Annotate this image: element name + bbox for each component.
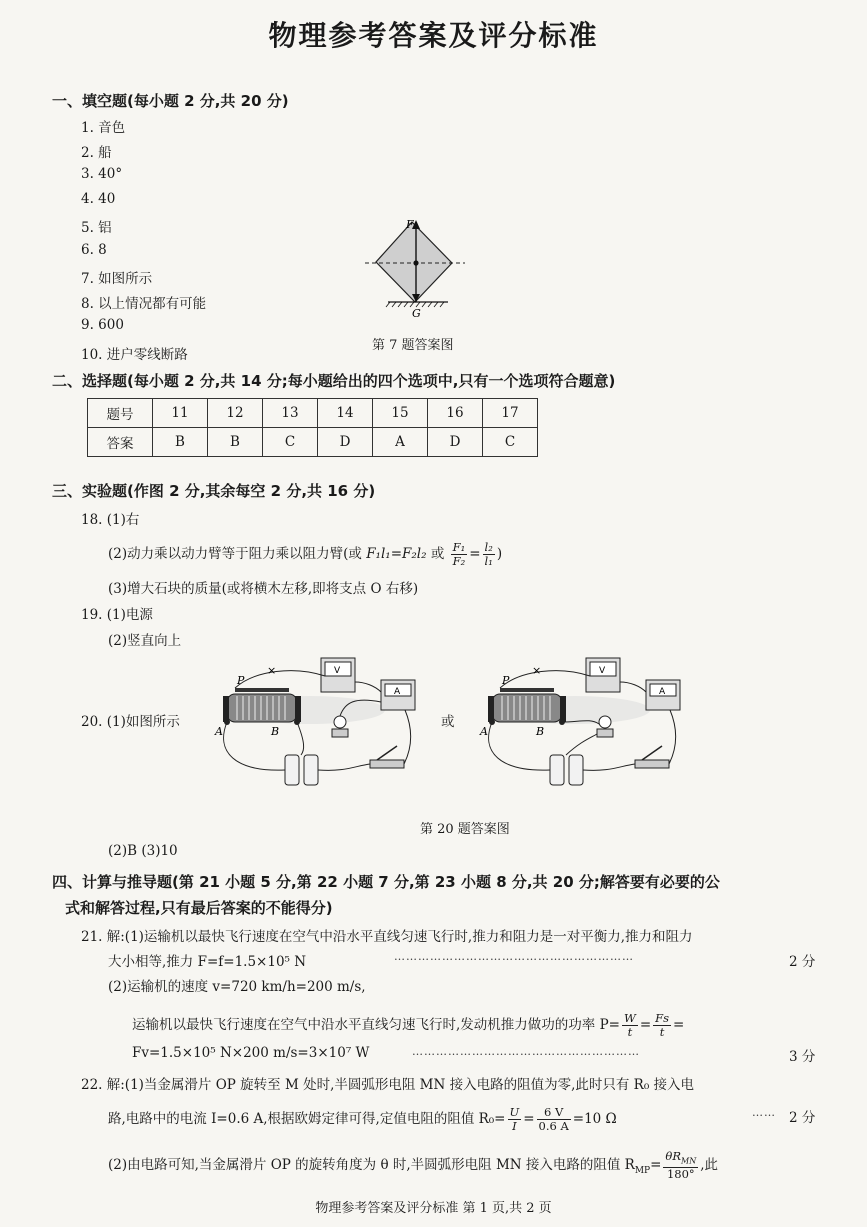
- switch-base: [635, 760, 669, 768]
- switch-base: [370, 760, 404, 768]
- rheostat-end-right: [295, 696, 301, 722]
- q22-line3: (2)由电路可知,当金属滑片 OP 的旋转角度为 θ 时,半圆弧形电阻 MN 接入电路的阻值 $R_{MP}=$ $\frac{\theta R_{MN}}{180^\circ}$ ,此: [108, 1149, 719, 1182]
- q18-1: 18. (1)右: [81, 512, 140, 528]
- label-a: A: [480, 725, 488, 738]
- figure-7-caption: 第 7 题答案图: [372, 338, 454, 353]
- figure-20-caption: 第 20 题答案图: [420, 822, 510, 837]
- bulb-icon: [599, 716, 611, 728]
- switch-lever: [642, 746, 662, 760]
- q18-2-or: 或: [430, 546, 445, 562]
- q19-1: 19. (1)电源: [81, 607, 153, 623]
- fill-item-10: 10. 进户零线断路: [81, 347, 188, 363]
- bulb-base: [597, 729, 613, 737]
- rheostat-end-left: [488, 696, 494, 722]
- rheostat-bar: [235, 688, 289, 692]
- voltmeter-label: V: [599, 666, 606, 676]
- q18-2-formula: F₁l₁=F₂l₂: [366, 546, 427, 562]
- figure-7-force-diagram: [360, 214, 470, 320]
- battery-icon: [304, 755, 318, 785]
- label-p: P: [502, 674, 510, 687]
- table-cell: 12: [208, 399, 263, 428]
- q21-score1: 2 分: [789, 954, 816, 970]
- q21-line2: 大小相等,推力 F=f=1.5×10⁵ N: [108, 954, 307, 970]
- q21-line4: 运输机以最快飞行速度在空气中沿水平直线匀速飞行时,发动机推力做功的功率 P= $\frac{W}{t}$ = $\frac{Fs}{t}$ =: [132, 1011, 685, 1039]
- fill-item-7: 7. 如图所示: [81, 271, 153, 287]
- table-cell: B: [208, 428, 263, 457]
- fraction-6v-06a: $\frac{6 V}{0.6 A}$: [538, 1105, 569, 1133]
- table-cell: 17: [483, 399, 538, 428]
- label-a: A: [215, 725, 223, 738]
- label-f: F: [406, 218, 414, 231]
- q22-line1: 22. 解:(1)当金属滑片 OP 旋转至 M 处时,半圆弧形电阻 MN 接入电路的阻值为零,此时只有 R₀ 接入电: [81, 1077, 695, 1093]
- q22-line2: 路,电路中的电流 I=0.6 A,根据欧姆定律可得,定值电阻的阻值 R₀= $\frac{U}{I}$ = $\frac{6 V}{0.6 A}$ =10 Ω: [108, 1105, 617, 1133]
- q21-line3: (2)运输机的速度 v=720 km/h=200 m/s,: [108, 979, 366, 995]
- table-cell: D: [318, 428, 373, 457]
- table-cell: D: [428, 428, 483, 457]
- fraction-fs-t: $\frac{Fs}{t}$: [655, 1011, 670, 1039]
- center-dot: [413, 260, 418, 265]
- q19-2: (2)竖直向上: [108, 633, 182, 649]
- table-row: [88, 428, 538, 457]
- table-cell: 14: [318, 399, 373, 428]
- section2-heading: 二、选择题(每小题 2 分,共 14 分;每小题给出的四个选项中,只有一个选项符合题意): [52, 372, 616, 390]
- section3-heading: 三、实验题(作图 2 分,其余每空 2 分,共 16 分): [52, 482, 376, 500]
- q20-1: 20. (1)如图所示: [81, 714, 180, 730]
- table-cell: A: [373, 428, 428, 457]
- voltmeter-label: V: [334, 666, 341, 676]
- q18-2: (2)动力乘以动力臂等于阻力乘以阻力臂(或 F₁l₁=F₂l₂ 或 $\frac{\text{F₁}}{\text{F₂}}$ = $\frac{\text{l₂}}{\text{l₁}}$ ): [108, 540, 503, 568]
- table-cell: B: [153, 428, 208, 457]
- q21-line5: Fv=1.5×10⁵ N×200 m/s=3×10⁷ W: [132, 1045, 370, 1061]
- answer-table: [87, 398, 538, 457]
- row-label: 题号: [88, 399, 153, 428]
- q20-or: 或: [441, 714, 455, 730]
- table-cell: 16: [428, 399, 483, 428]
- switch-lever: [377, 746, 397, 760]
- label-b: B: [271, 725, 280, 738]
- rheostat-end-right: [560, 696, 566, 722]
- dot-leader: ……………………………………………………: [394, 950, 634, 963]
- table-row: [88, 399, 538, 428]
- label-b: B: [536, 725, 545, 738]
- fill-item-1: 1. 音色: [81, 120, 126, 136]
- circuit-diagram-1: [205, 652, 425, 802]
- cross-mark: ×: [532, 664, 542, 677]
- fill-item-6: 6. 8: [81, 242, 107, 258]
- battery-icon: [285, 755, 299, 785]
- q20-2: (2)B (3)10: [108, 843, 178, 859]
- q21-score2: 3 分: [789, 1049, 816, 1065]
- rheostat-bar: [500, 688, 554, 692]
- dot-leader: …………………………………………………: [412, 1045, 640, 1058]
- fill-item-4: 4. 40: [81, 191, 116, 207]
- fill-item-9: 9. 600: [81, 317, 124, 333]
- q21-line1: 21. 解:(1)运输机以最快飞行速度在空气中沿水平直线匀速飞行时,推力和阻力是一对平衡力,推力和阻力: [81, 929, 693, 945]
- dot-leader: ……: [752, 1106, 776, 1119]
- rheostat-end-left: [223, 696, 229, 722]
- fill-item-2: 2. 船: [81, 145, 112, 161]
- label-g: G: [412, 307, 421, 320]
- fraction-f1-f2: $\frac{\text{F₁}}{\text{F₂}}$: [452, 540, 466, 568]
- fill-item-8: 8. 以上情况都有可能: [81, 296, 207, 312]
- fraction-theta-r: $\frac{\theta R_{MN}}{180^\circ}$: [665, 1149, 697, 1182]
- bulb-base: [332, 729, 348, 737]
- section4-heading-line2: 式和解答过程,只有最后答案的不能得分): [65, 899, 333, 917]
- row-label: 答案: [88, 428, 153, 457]
- page-title: 物理参考答案及评分标准: [268, 19, 599, 52]
- fraction-w-t: $\frac{W}{t}$: [623, 1011, 636, 1039]
- fill-item-3: 3. 40°: [81, 166, 123, 182]
- section4-heading-line1: 四、计算与推导题(第 21 小题 5 分,第 22 小题 7 分,第 23 小题 8 分,共 20 分;解答要有必要的公: [52, 873, 720, 891]
- table-cell: 11: [153, 399, 208, 428]
- table-cell: C: [483, 428, 538, 457]
- q18-3: (3)增大石块的质量(或将横木左移,即将支点 O 右移): [108, 581, 419, 597]
- circuit-diagram-2: [470, 652, 690, 802]
- battery-icon: [550, 755, 564, 785]
- section1-heading: 一、填空题(每小题 2 分,共 20 分): [52, 92, 289, 110]
- table-cell: 15: [373, 399, 428, 428]
- ammeter-label: A: [394, 687, 401, 697]
- page-footer: 物理参考答案及评分标准 第 1 页,共 2 页: [315, 1201, 552, 1216]
- label-p: P: [237, 674, 245, 687]
- battery-icon: [569, 755, 583, 785]
- table-cell: C: [263, 428, 318, 457]
- fill-item-5: 5. 铝: [81, 220, 112, 236]
- fraction-u-i: $\frac{U}{I}$: [509, 1105, 520, 1133]
- cross-mark: ×: [267, 664, 277, 677]
- q18-2-text: (2)动力乘以动力臂等于阻力乘以阻力臂(或: [108, 546, 362, 562]
- table-cell: 13: [263, 399, 318, 428]
- bulb-icon: [334, 716, 346, 728]
- q22-score1: 2 分: [789, 1110, 816, 1126]
- fraction-l2-l1: $\frac{\text{l₂}}{\text{l₁}}$: [484, 540, 493, 568]
- ammeter-label: A: [659, 687, 666, 697]
